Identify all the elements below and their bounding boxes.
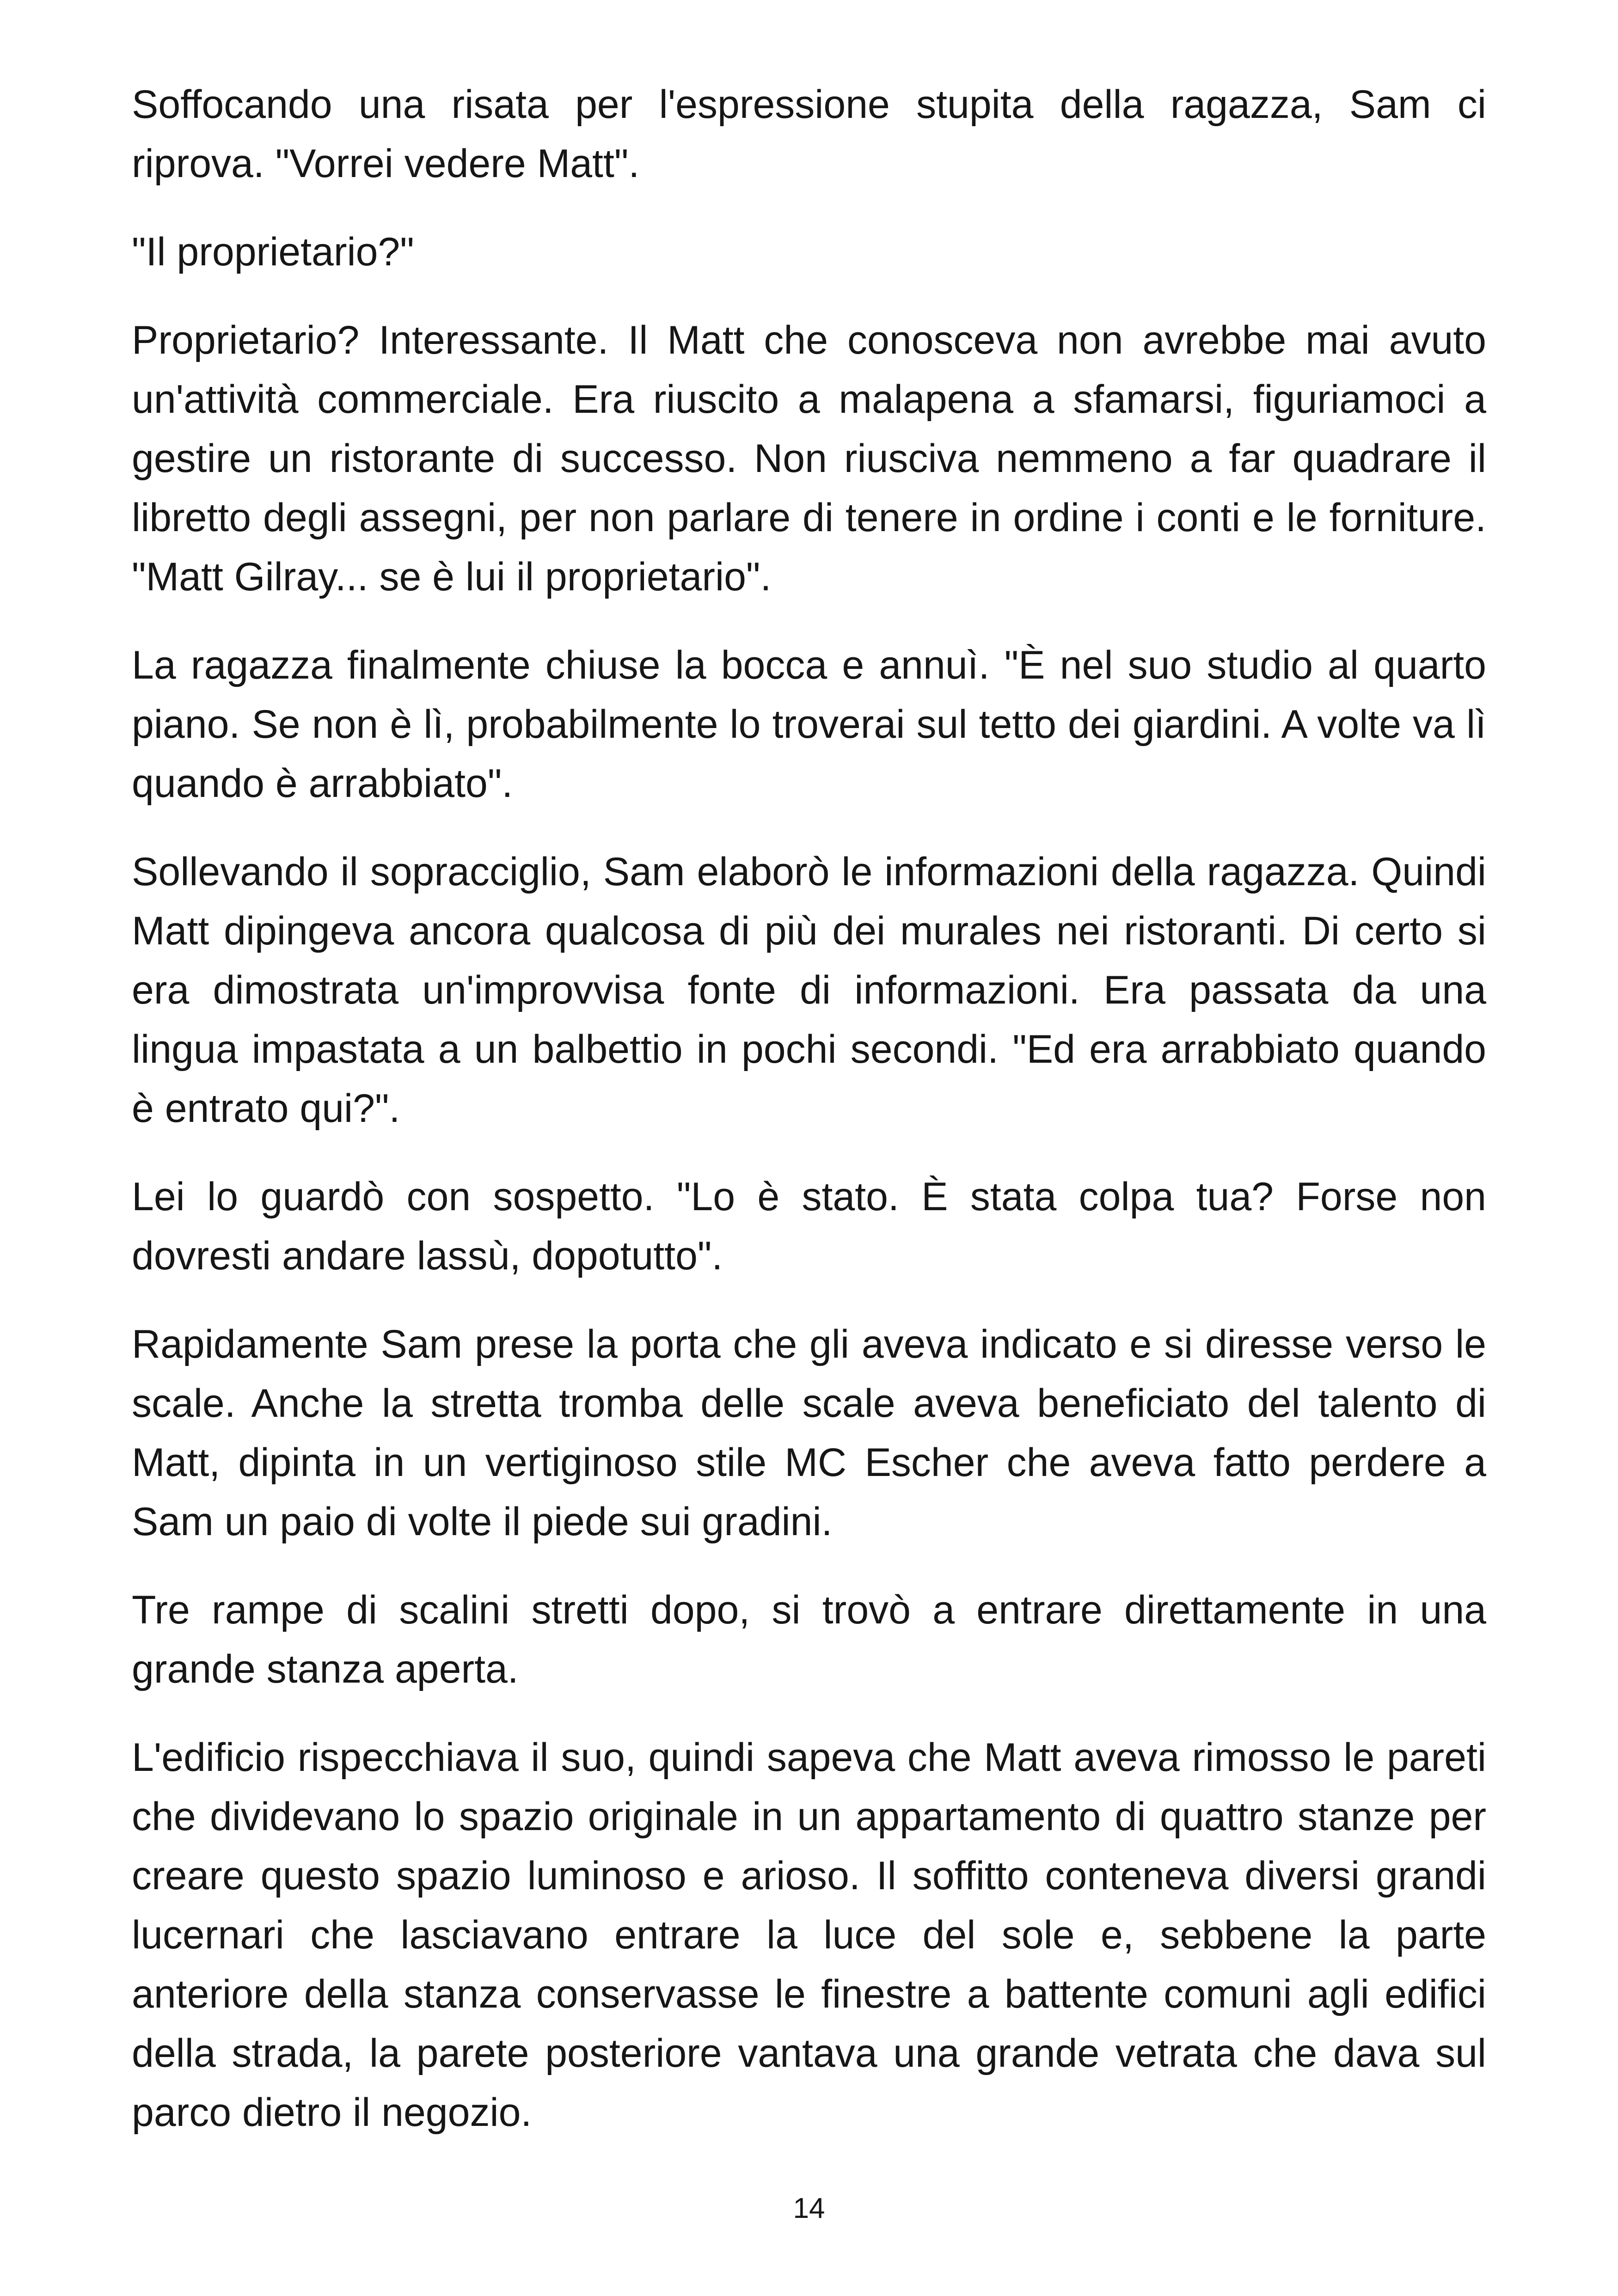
paragraph: L'edificio rispecchiava il suo, quindi sapeva che Matt aveva rimosso le pareti che dividevano lo spazio originale in un appartamento di quattro stanze per creare questo spazio luminoso e arioso. Il soffitto conteneva diversi grandi lucernari che lasciavano entrare la luce del sole e, sebbene la parte anteriore della stanza conservasse le finestre a battente comuni agli edifici della strada, la parete posteriore vantava una grande vetrata che dava sul parco dietro il negozio. (132, 1735, 1486, 2135)
paragraph: "Il proprietario?" (132, 230, 414, 274)
paragraph: Lei lo guardò con sospetto. "Lo è stato. È stata colpa tua? Forse non dovresti andare lassù, dopotutto". (132, 1175, 1486, 1278)
paragraph: Tre rampe di scalini stretti dopo, si trovò a entrare direttamente in una grande stanza aperta. (132, 1588, 1486, 1691)
page-number: 14 (793, 2192, 825, 2224)
paragraph: Sollevando il sopracciglio, Sam elaborò le informazioni della ragazza. Quindi Matt dipingeva ancora qualcosa di più dei murales nei ristoranti. Di certo si era dimostrata un'improvvisa fonte di informazioni. Era passata da una lingua impastata a un balbettio in pochi secondi. "Ed era arrabbiato quando è entrato qui?". (132, 850, 1486, 1131)
paragraph: Soffocando una risata per l'espressione stupita della ragazza, Sam ci riprova. "Vorrei vedere Matt". (132, 82, 1486, 186)
paragraph: La ragazza finalmente chiuse la bocca e annuì. "È nel suo studio al quarto piano. Se non è lì, probabilmente lo troverai sul tetto dei giardini. A volte va lì quando è arrabbiato". (132, 643, 1486, 806)
body-text (132, 75, 1486, 2142)
paragraph: Proprietario? Interessante. Il Matt che conosceva non avrebbe mai avuto un'attività commerciale. Era riuscito a malapena a sfamarsi, figuriamoci a gestire un ristorante di successo. Non riusciva nemmeno a far quadrare il libretto degli assegni, per non parlare di tenere in ordine i conti e le forniture. "Matt Gilray... se è lui il proprietario". (132, 318, 1486, 599)
paragraph: Rapidamente Sam prese la porta che gli aveva indicato e si diresse verso le scale. Anche la stretta tromba delle scale aveva beneficiato del talento di Matt, dipinta in un vertiginoso stile MC Escher che aveva fatto perdere a Sam un paio di volte il piede sui gradini. (132, 1322, 1486, 1544)
